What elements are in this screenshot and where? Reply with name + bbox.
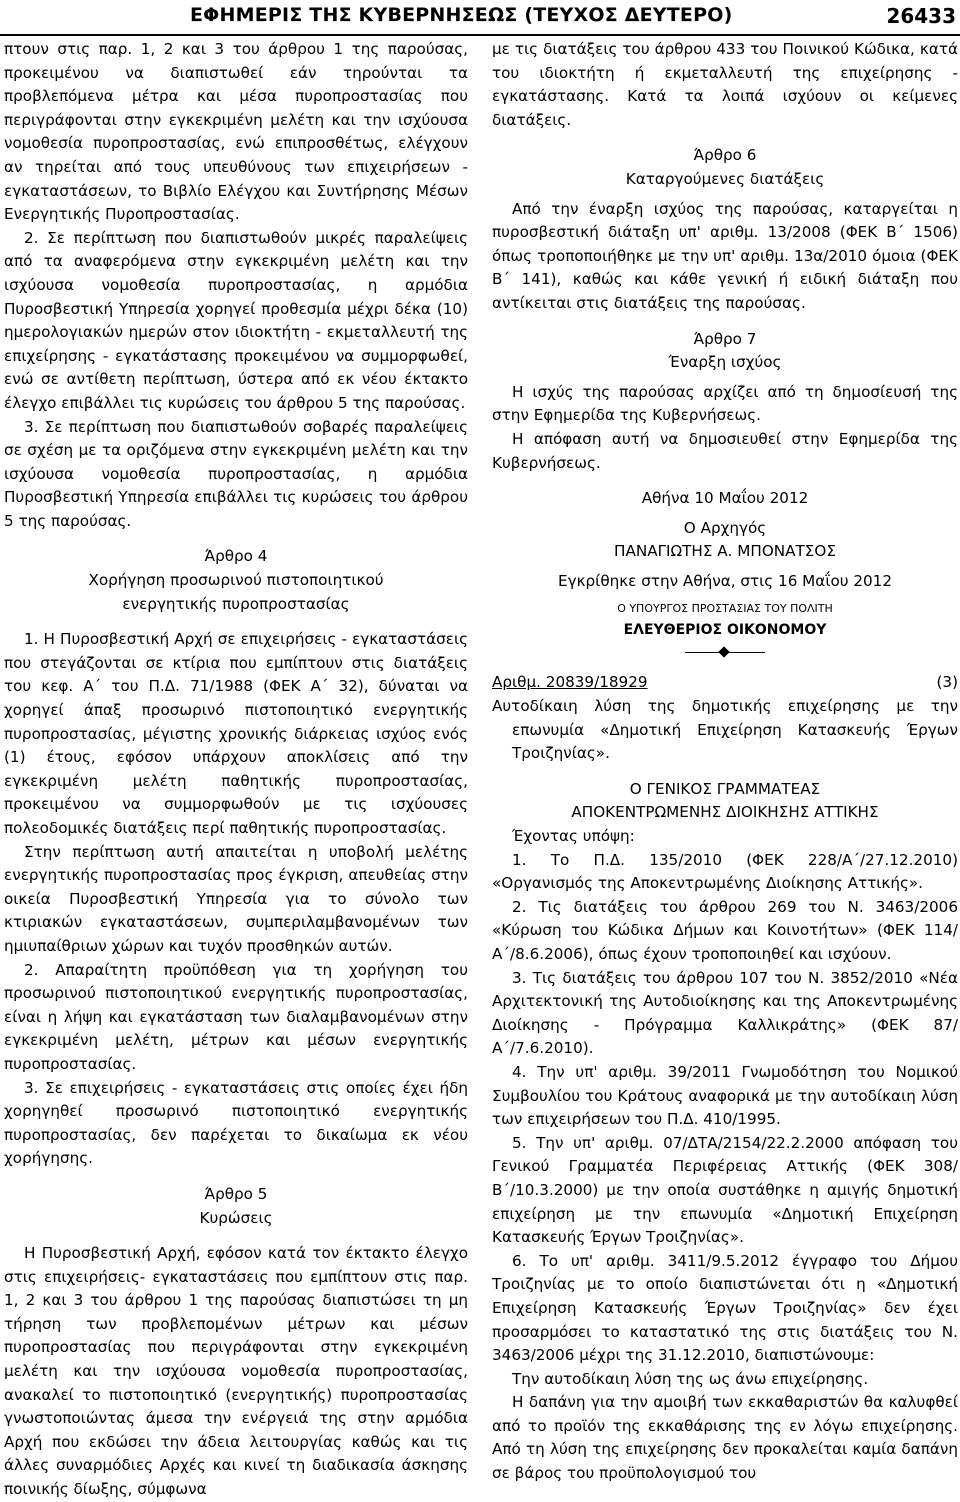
paragraph: 2. Απαραίτητη προϋπόθεση για τη χορήγηση του προσωρινού πιστοποιητικού ενεργητικής πυροπροστασίας, είναι η λήψη και εγκατάσταση των διαλαμβανομένων στην εγκεκριμένη μελέτη, μέτρων και μέσων ενεργητικής πυροπροστασίας. <box>4 960 468 1073</box>
article-4-subtitle: ενεργητικής πυροπροστασίας <box>122 594 350 613</box>
decision-index: (3) <box>936 673 958 692</box>
decision-text: Την αυτοδίκαιη λύση της ως άνω επιχείρησης. <box>512 1369 869 1388</box>
section-divider <box>685 647 765 659</box>
signing-date: Αθήνα 10 Μαΐου 2012 <box>641 489 809 508</box>
issuer-title: Ο ΓΕΝΙΚΟΣ ΓΡΑΜΜΑΤΕΑΣ <box>629 779 821 798</box>
left-column <box>4 38 468 1502</box>
paragraph: 3. Σε περίπτωση που διαπιστωθούν σοβαρές παραλείψεις σε σχέση με τα οριζόμενα στην εγκεκριμένη μελέτη και την ισχύουσα νομοθεσία πυροπροστασίας, η αρμόδια Πυροσβεστική Υπηρεσία επιβάλλει τις κυρώσεις του άρθρου 5 της παρούσας. <box>4 417 468 530</box>
preamble-item: 2. Τις διατάξεις του άρθρου 269 του Ν. 3463/2006 «Κύρωση του Κώδικα Δήμων και Κοινοτήτων» (ΦΕΚ 114/Α΄/8.6.2006), όπως έχουν τροποποιηθεί και ισχύουν. <box>492 897 958 963</box>
paragraph: πτουν στις παρ. 1, 2 και 3 του άρθρου 1 της παρούσας, προκειμένου να διαπιστωθεί εάν τηρούνται τα προβλεπόμενα μέτρα και μέσα πυροπροστασίας που περιγράφονται στην εγκεκριμένη μελέτη και την ισχύουσα νομοθεσία πυροπροστασίας, ενώ επιπροσθέτως, ελέγχουν αν τηρείται από τους υπευθύνους των επιχειρήσεων - εγκαταστάσεων, το Βιβλίο Ελέγχου και Συντήρησης Μέσων Ενεργητικής Πυροπροστασίας. <box>4 40 468 224</box>
paragraph: Η δαπάνη για την αμοιβή των εκκαθαριστών θα καλυφθεί από το προϊόν της εκκαθάρισης της εν λόγω επιχείρησης. Από τη λύση της επιχείρησης δεν προκαλείται καμία δαπάνη σε βάρος του προϋπολογισμού του <box>492 1393 958 1483</box>
preamble-item: 6. Το υπ' αριθμ. 3411/9.5.2012 έγγραφο του Δήμου Τροιζηνίας με το οποίο διαπιστώνεται ότι η «Δημοτική Επιχείρηση Κατασκευής Έργων Τροιζηνίας» δεν έχει προσαρμόσει το καταστατικό της στις διατάξεις του Ν. 3463/2006 μέχρι της 31.12.2010, διαπιστώνουμε: <box>492 1251 958 1365</box>
signer-name: ΠΑΝΑΓΙΩΤΗΣ Α. ΜΠΟΝΑΤΣΟΣ <box>614 542 836 561</box>
issuer-subtitle: ΑΠΟΚΕΝΤΡΩΜΕΝΗΣ ΔΙΟΙΚΗΣΗΣ ΑΤΤΙΚΗΣ <box>571 803 879 822</box>
paragraph: 2. Σε περίπτωση που διαπιστωθούν μικρές παραλείψεις από τα αναφερόμενα στην εγκεκριμένη μελέτη και την ισχύουσα νομοθεσία πυροπροστασίας, η αρμόδια Πυροσβεστική Υπηρεσία χορηγεί προθεσμία μέχρι δέκα (10) ημερολογιακών ημερών στον ιδιοκτήτη - εκμεταλλευτή της επιχείρησης - εγκατάστασης προκειμένου να συμμορφωθεί, ενώ σε αντίθετη περίπτωση, ύστερα από εκ νέου έκτακτο έλεγχο επιβάλλει τις κυρώσεις του άρθρου 5 της παρούσας. <box>4 228 468 412</box>
minister-name: ΕΛΕΥΘΕΡΙΟΣ ΟΙΚΟΝΟΜΟΥ <box>623 622 827 639</box>
paragraph: 1. Η Πυροσβεστική Αρχή σε επιχειρήσεις - εγκαταστάσεις που στεγάζονται σε κτίρια που εμπίπτουν στις διατάξεις του κεφ. Α΄ του Π.Δ. 71/1988 (ΦΕΚ Α΄ 32), δύναται να χορηγεί άπαξ προσωρινό πιστοποιητικό ενεργητικής πυροπροστασίας, μέγιστης χρονικής διάρκειας ισχύος ενός (1) έτους, εφόσον υπάρχουν αποκλίσεις από την εγκεκριμένη μελέτη παθητικής πυροπροστασίας, προκειμένου να συμμορφωθούν με τις ισχύουσες πολεοδομικές διατάξεις περί παθητικής πυροπροστασίας. <box>4 630 468 837</box>
article-7-title: Άρθρο 7 <box>693 329 757 348</box>
paragraph: Η ισχύς της παρούσας αρχίζει από τη δημοσίευσή της στην Εφημερίδα της Κυβερνήσεως. <box>492 382 958 425</box>
preamble-item: 1. Το Π.Δ. 135/2010 (ΦΕΚ 228/Α΄/27.12.2010) «Οργανισμός της Αποκεντρωμένης Διοίκησης Αττικής». <box>492 850 958 893</box>
page-number: 26433 <box>886 4 956 28</box>
article-7-subtitle: Έναρξη ισχύος <box>668 353 782 372</box>
paragraph: Στην περίπτωση αυτή απαιτείται η υποβολή μελέτης ενεργητικής πυροπροστασίας προς έγκριση, απευθείας στην οικεία Πυροσβεστική Υπηρεσία για το σύνολο των κτιριακών εγκαταστάσεων, συμπεριλαμβανομένων των ημιυπαίθριων χώρων και τυχόν προσθηκών αυτών. <box>4 842 468 955</box>
preamble-heading: Έχοντας υπόψη: <box>512 827 635 846</box>
paragraph: Η Πυροσβεστική Αρχή, εφόσον κατά τον έκτακτο έλεγχο στις επιχειρήσεις- εγκαταστάσεις που εμπίπτουν στις παρ. 1, 2 και 3 του άρθρου 1 της παρούσας διαπιστώσει τη μη τήρηση των προβλεπομένων μέτρων και μέσων πυροπροστασίας που περιγράφονται στην εγκεκριμένη μελέτη και την ισχύουσα νομοθεσία πυροπροστασίας, ανακαλεί το πιστοποιητικό (ενεργητικής) πυροπροστασίας γνωστοποιώντας άμεσα την ενέργειά της στην αρμόδια Αρχή που εκδώσει την άδεια λειτουργίας καθώς και τις άλλες συναρμόδιες Αρχές και κινεί τη διαδικασία άσκησης ποινικής δίωξης, σύμφωνα <box>4 1244 468 1499</box>
decision-number-row <box>492 671 958 695</box>
article-5-subtitle: Κυρώσεις <box>199 1208 273 1227</box>
article-6-subtitle: Καταργούμενες διατάξεις <box>625 169 825 188</box>
article-4-subtitle: Χορήγηση προσωρινού πιστοποιητικού <box>88 571 384 590</box>
minister-title: Ο ΥΠΟΥΡΓΟΣ ΠΡΟΣΤΑΣΙΑΣ ΤΟΥ ΠΟΛΙΤΗ <box>617 602 833 616</box>
preamble-item: 3. Τις διατάξεις του άρθρου 107 του Ν. 3852/2010 «Νέα Αρχιτεκτονική της Αυτοδιοίκησης και της Αποκεντρωμένης Διοίκησης - Πρόγραμμα Καλλικράτης» (ΦΕΚ 87/Α΄/7.6.2010). <box>492 968 958 1058</box>
paragraph: Η απόφαση αυτή να δημοσιευθεί στην Εφημερίδα της Κυβερνήσεως. <box>492 429 958 472</box>
preamble-item: 5. Την υπ' αριθμ. 07/ΔΤΑ/2154/22.2.2000 απόφαση του Γενικού Γραμματέα Περιφέρειας Αττικής (ΦΕΚ 308/Β΄/10.3.2000) με την οποία συστάθηκε η αμιγής δημοτική επιχείρηση με την επωνυμία «Δημοτική Επιχείρηση Κατασκευής Έργων Τροιζηνίας». <box>492 1133 958 1247</box>
diamond-icon <box>718 647 729 658</box>
approval-line: Εγκρίθηκε στην Αθήνα, στις 16 Μαΐου 2012 <box>558 571 892 590</box>
paragraph: με τις διατάξεις του άρθρου 433 του Ποινικού Κώδικα, κατά του ιδιοκτήτη ή εκμεταλλευτή της επιχείρησης - εγκατάστασης. Κατά τα λοιπά ισχύουν οι κείμενες διατάξεις. <box>492 40 958 129</box>
article-6-title: Άρθρο 6 <box>693 146 757 165</box>
right-column <box>492 38 958 1486</box>
signer-title: Ο Αρχηγός <box>683 518 767 537</box>
preamble-item: 4. Την υπ' αριθμ. 39/2011 Γνωμοδότηση του Νομικού Συμβουλίου του Κράτους αναφορικά με την αυτοδίκαιη λύση των επιχειρήσεων του Π.Δ. 410/1995. <box>492 1062 958 1129</box>
gazette-header <box>0 0 960 36</box>
paragraph: 3. Σε επιχειρήσεις - εγκαταστάσεις στις οποίες έχει ήδη χορηγηθεί προσωρινό πιστοποιητικό ενεργητικής πυροπροστασίας, δεν παρέχεται το δικαίωμα εκ νέου χορήγησης. <box>4 1078 468 1168</box>
paragraph: Από την έναρξη ισχύος της παρούσας, καταργείται η πυροσβεστική διάταξη υπ' αριθμ. 13/2008 (ΦΕΚ Β΄ 1506) όπως τροποποιήθηκε με την υπ' αριθμ. 13α/2010 όμοια (ΦΕΚ Β΄ 141), καθώς και κάθε γενική ή ειδική διάταξη που αντίκειται στις διατάξεις της παρούσας. <box>492 199 958 312</box>
article-4-title: Άρθρο 4 <box>204 547 268 566</box>
decision-number: Αριθμ. 20839/18929 <box>492 673 648 692</box>
decision-title: Αυτοδίκαιη λύση της δημοτικής επιχείρησης με την επωνυμία «Δημοτική Επιχείρηση Κατασκευής Έργων Τροιζηνίας». <box>492 697 958 763</box>
article-5-title: Άρθρο 5 <box>204 1184 268 1203</box>
gazette-title: ΕΦΗΜΕΡΙΣ ΤΗΣ ΚΥΒΕΡΝΗΣΕΩΣ (ΤΕΥΧΟΣ ΔΕΥΤΕΡΟ) <box>190 4 733 26</box>
